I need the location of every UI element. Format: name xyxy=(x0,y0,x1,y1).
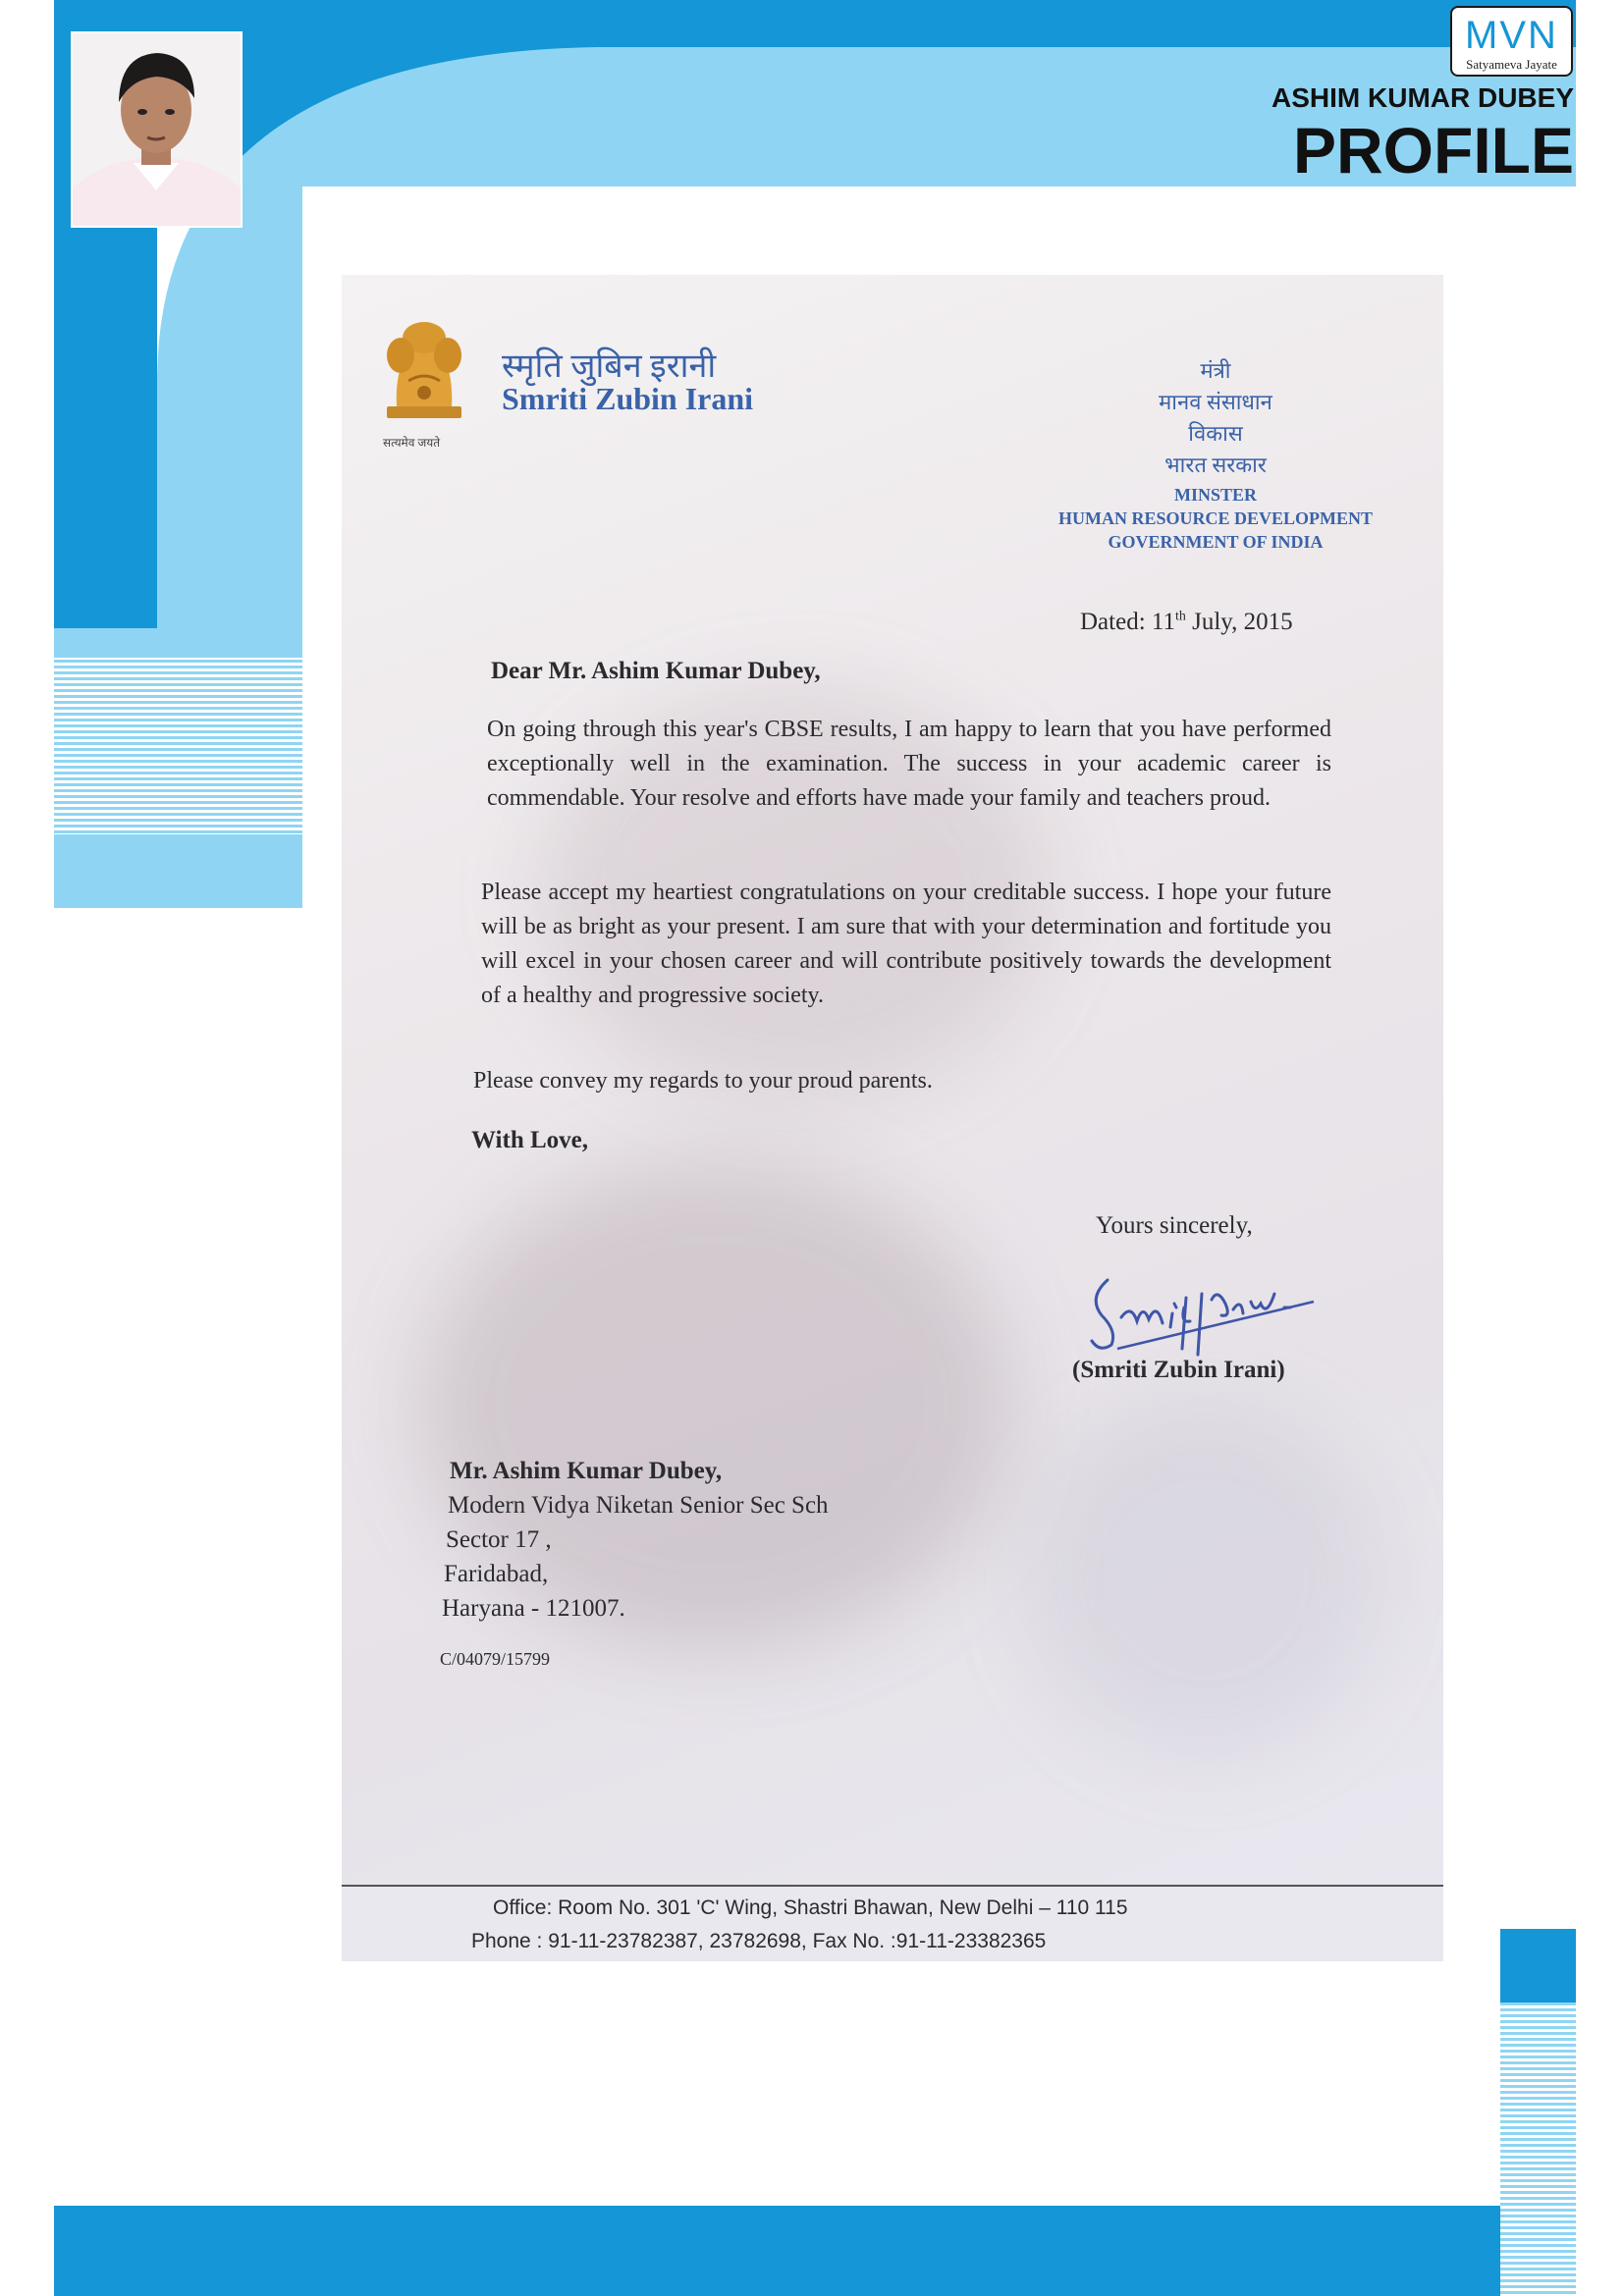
letter-footer xyxy=(342,1885,1443,1961)
logo-tagline: Satyameva Jayate xyxy=(1466,57,1557,72)
student-photo xyxy=(71,31,243,228)
mvn-logo xyxy=(1450,6,1573,77)
designation-line: GOVERNMENT OF INDIA xyxy=(1108,532,1324,552)
address-line: Faridabad, xyxy=(444,1561,549,1587)
designation-line: HUMAN RESOURCE DEVELOPMENT xyxy=(1057,508,1374,528)
national-emblem-icon xyxy=(379,312,469,428)
footer-office: Office: Room No. 301 'C' Wing, Shastri Bhawan, New Delhi – 110 115 xyxy=(493,1896,1128,1919)
designation-line: मानव संसाधान xyxy=(1159,390,1272,414)
closing: With Love, xyxy=(471,1127,588,1153)
designation-line: भारत सरकार xyxy=(1164,453,1267,477)
sender-name-hindi: स्मृति जुबिन इरानी xyxy=(502,348,717,385)
letter-paragraph: Please convey my regards to your proud parents. xyxy=(473,1068,933,1094)
designation-line: विकास xyxy=(1188,421,1243,446)
letter-date xyxy=(1080,609,1293,636)
emblem-caption: सत्यमेव जयते xyxy=(383,436,441,450)
address-line: Sector 17 , xyxy=(446,1526,552,1553)
date-suffix-sup: th xyxy=(1174,609,1186,624)
yours-sincerely: Yours sincerely, xyxy=(1096,1212,1253,1239)
student-portrait-icon xyxy=(73,33,241,226)
address-line: Haryana - 121007. xyxy=(442,1595,625,1622)
footer-phone: Phone : 91-11-23782387, 23782698, Fax No. :91-11-23382365 xyxy=(471,1930,1047,1952)
salutation: Dear Mr. Ashim Kumar Dubey, xyxy=(491,658,821,684)
designation-line: MINSTER xyxy=(1173,485,1257,505)
designation-line: मंत्री xyxy=(1200,358,1231,383)
student-name: ASHIM KUMAR DUBEY xyxy=(1271,82,1574,113)
date-prefix: Dated: 11 xyxy=(1080,609,1175,635)
sender-name-english: Smriti Zubin Irani xyxy=(502,381,754,416)
signature xyxy=(1088,1258,1333,1357)
congratulation-letter xyxy=(342,275,1443,1961)
address-line: Modern Vidya Niketan Senior Sec Sch xyxy=(448,1492,829,1519)
date-month-year: July, 2015 xyxy=(1185,609,1293,635)
page-title: PROFILE xyxy=(1292,114,1574,187)
reference-number: C/04079/15799 xyxy=(440,1649,551,1669)
letter-paragraph: Please accept my heartiest congratulations on your creditable success. I hope your future will be as bright as your present. I am sure that with your determination and fortitude you will excel in your chosen career and will contribute positively towards the development of a healthy and progressive society. xyxy=(481,880,1331,1008)
letter-paragraph: On going through this year's CBSE results, I am happy to learn that you have performed exceptionally well in the examination. The success in your academic career is commendable. Your resolve and efforts have made your family and teachers proud. xyxy=(487,717,1331,811)
signatory-name: (Smriti Zubin Irani) xyxy=(1072,1357,1285,1383)
address-line: Mr. Ashim Kumar Dubey, xyxy=(450,1458,723,1484)
logo-text: MVN xyxy=(1465,14,1558,57)
